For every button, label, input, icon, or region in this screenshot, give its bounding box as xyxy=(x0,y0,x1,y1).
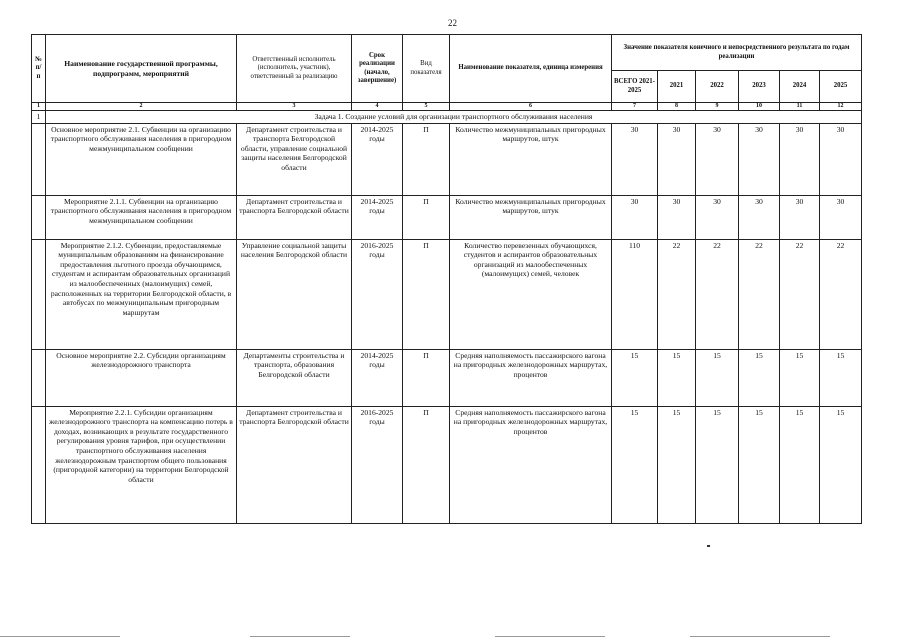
row-total: 30 xyxy=(612,195,658,239)
row-period: 2016-2025 годы xyxy=(352,239,403,349)
row-value: 15 xyxy=(739,406,780,523)
row-value: 30 xyxy=(820,195,862,239)
row-value: 30 xyxy=(820,123,862,195)
column-number: 9 xyxy=(696,103,739,111)
row-value: 15 xyxy=(820,406,862,523)
row-value: 30 xyxy=(739,123,780,195)
row-indicator: Количество межмуниципальных пригородных маршрутов, штук xyxy=(450,195,612,239)
task-num: 1 xyxy=(32,111,46,124)
row-total: 15 xyxy=(612,406,658,523)
column-number: 5 xyxy=(403,103,450,111)
column-number: 3 xyxy=(237,103,352,111)
table-row xyxy=(32,349,862,406)
row-period: 2014-2025 годы xyxy=(352,123,403,195)
row-value: 30 xyxy=(658,195,696,239)
row-executor: Управление социальной защиты населения Белгородской области xyxy=(237,239,352,349)
header-indicator: Наименование показателя, единица измерения xyxy=(450,35,612,103)
header-year: 2021 xyxy=(658,71,696,103)
row-name: Основное мероприятие 2.1. Субвенции на организацию транспортного обслуживания населения в пригородном межмуниципальном сообщении xyxy=(46,123,237,195)
row-num xyxy=(32,239,46,349)
table-row xyxy=(32,123,862,195)
row-value: 30 xyxy=(696,195,739,239)
row-value: 22 xyxy=(820,239,862,349)
column-number: 6 xyxy=(450,103,612,111)
row-type: П xyxy=(403,195,450,239)
scan-edge-line xyxy=(690,636,830,637)
header-executor: Ответственный исполнитель (исполнитель, участник), ответственный за реализацию xyxy=(237,35,352,103)
table-row xyxy=(32,195,862,239)
row-executor: Департамент строительства и транспорта Белгородской области xyxy=(237,195,352,239)
column-number: 1 xyxy=(32,103,46,111)
row-value: 15 xyxy=(696,406,739,523)
row-value: 15 xyxy=(820,349,862,406)
row-value: 30 xyxy=(696,123,739,195)
header-year: 2022 xyxy=(696,71,739,103)
row-name: Основное мероприятие 2.2. Субсидии организациям железнодорожного транспорта xyxy=(46,349,237,406)
header-row-1 xyxy=(32,35,862,71)
table-row xyxy=(32,406,862,523)
column-number: 10 xyxy=(739,103,780,111)
row-value: 15 xyxy=(780,406,820,523)
column-number: 2 xyxy=(46,103,237,111)
row-value: 15 xyxy=(780,349,820,406)
indicators-table xyxy=(31,34,862,524)
row-total: 110 xyxy=(612,239,658,349)
page-number: 22 xyxy=(448,18,457,28)
table-row xyxy=(32,239,862,349)
row-name: Мероприятие 2.1.2. Субвенции, предоставляемые муниципальным образованиям на финансирование предоставления льготного проезда обучающимся, студентам и аспирантам образовательных организаций из малообеспеченных (малоимущих) семей, расположенных на территории Белгородской области, в автобусах по межмуниципальным пригородным маршрутам xyxy=(46,239,237,349)
row-value: 15 xyxy=(658,349,696,406)
row-indicator: Количество межмуниципальных пригородных маршрутов, штук xyxy=(450,123,612,195)
row-value: 22 xyxy=(739,239,780,349)
column-number: 12 xyxy=(820,103,862,111)
row-indicator: Количество перевезенных обучающихся, студентов и аспирантов образовательных организаций из малообеспеченных (малоимущих) семей, человек xyxy=(450,239,612,349)
scan-speck xyxy=(707,545,710,547)
row-value: 15 xyxy=(739,349,780,406)
column-number: 8 xyxy=(658,103,696,111)
row-type: П xyxy=(403,349,450,406)
task-title: Задача 1. Создание условий для организации транспортного обслуживания населения xyxy=(46,111,862,124)
row-executor: Департамент строительства и транспорта Белгородской области, управление социальной защиты населения Белгородской области xyxy=(237,123,352,195)
row-executor: Департамент строительства и транспорта Белгородской области xyxy=(237,406,352,523)
row-period: 2014-2025 годы xyxy=(352,349,403,406)
header-period: Срок реализации (начало, завершение) xyxy=(352,35,403,103)
row-total: 30 xyxy=(612,123,658,195)
header-values-group: Значение показателя конечного и непосредственного результата по годам реализации xyxy=(612,35,862,71)
row-num xyxy=(32,123,46,195)
row-value: 22 xyxy=(780,239,820,349)
header-name: Наименование государственной программы, подпрограмм, мероприятий xyxy=(46,35,237,103)
row-period: 2014-2025 годы xyxy=(352,195,403,239)
column-number: 4 xyxy=(352,103,403,111)
row-value: 15 xyxy=(658,406,696,523)
header-year: 2024 xyxy=(780,71,820,103)
row-total: 15 xyxy=(612,349,658,406)
row-value: 22 xyxy=(658,239,696,349)
row-num xyxy=(32,195,46,239)
row-indicator: Средняя наполняемость пассажирского вагона на пригородных железнодорожных маршрутах, процентов xyxy=(450,406,612,523)
scan-edge-line xyxy=(0,636,120,637)
column-number: 7 xyxy=(612,103,658,111)
row-num xyxy=(32,406,46,523)
column-number-row xyxy=(32,103,862,111)
row-indicator: Средняя наполняемость пассажирского вагона на пригородных железнодорожных маршрутах, процентов xyxy=(450,349,612,406)
row-value: 30 xyxy=(780,195,820,239)
row-period: 2016-2025 годы xyxy=(352,406,403,523)
row-value: 22 xyxy=(696,239,739,349)
row-type: П xyxy=(403,239,450,349)
row-name: Мероприятие 2.2.1. Субсидии организациям железнодорожного транспорта на компенсацию потерь в доходах, возникающих в результате государственного регулирования уровня тарифов, при осуществлении транспортного обслуживания населения железнодорожным транспортом общего пользования (пригородной категории) на территории Белгородской области xyxy=(46,406,237,523)
row-value: 30 xyxy=(739,195,780,239)
row-type: П xyxy=(403,406,450,523)
header-num: № п/п xyxy=(32,35,46,103)
scan-edge-line xyxy=(250,636,350,637)
row-name: Мероприятие 2.1.1. Субвенции на организацию транспортного обслуживания населения в пригородном межмуниципальном сообщении xyxy=(46,195,237,239)
scan-edge-line xyxy=(495,636,605,637)
header-total: ВСЕГО 2021-2025 xyxy=(612,71,658,103)
task-row xyxy=(32,111,862,124)
header-year: 2023 xyxy=(739,71,780,103)
header-year: 2025 xyxy=(820,71,862,103)
column-number: 11 xyxy=(780,103,820,111)
row-type: П xyxy=(403,123,450,195)
row-executor: Департаменты строительства и транспорта, образования Белгородской области xyxy=(237,349,352,406)
row-value: 30 xyxy=(780,123,820,195)
row-value: 15 xyxy=(696,349,739,406)
header-type: Вид показателя xyxy=(403,35,450,103)
row-num xyxy=(32,349,46,406)
row-value: 30 xyxy=(658,123,696,195)
